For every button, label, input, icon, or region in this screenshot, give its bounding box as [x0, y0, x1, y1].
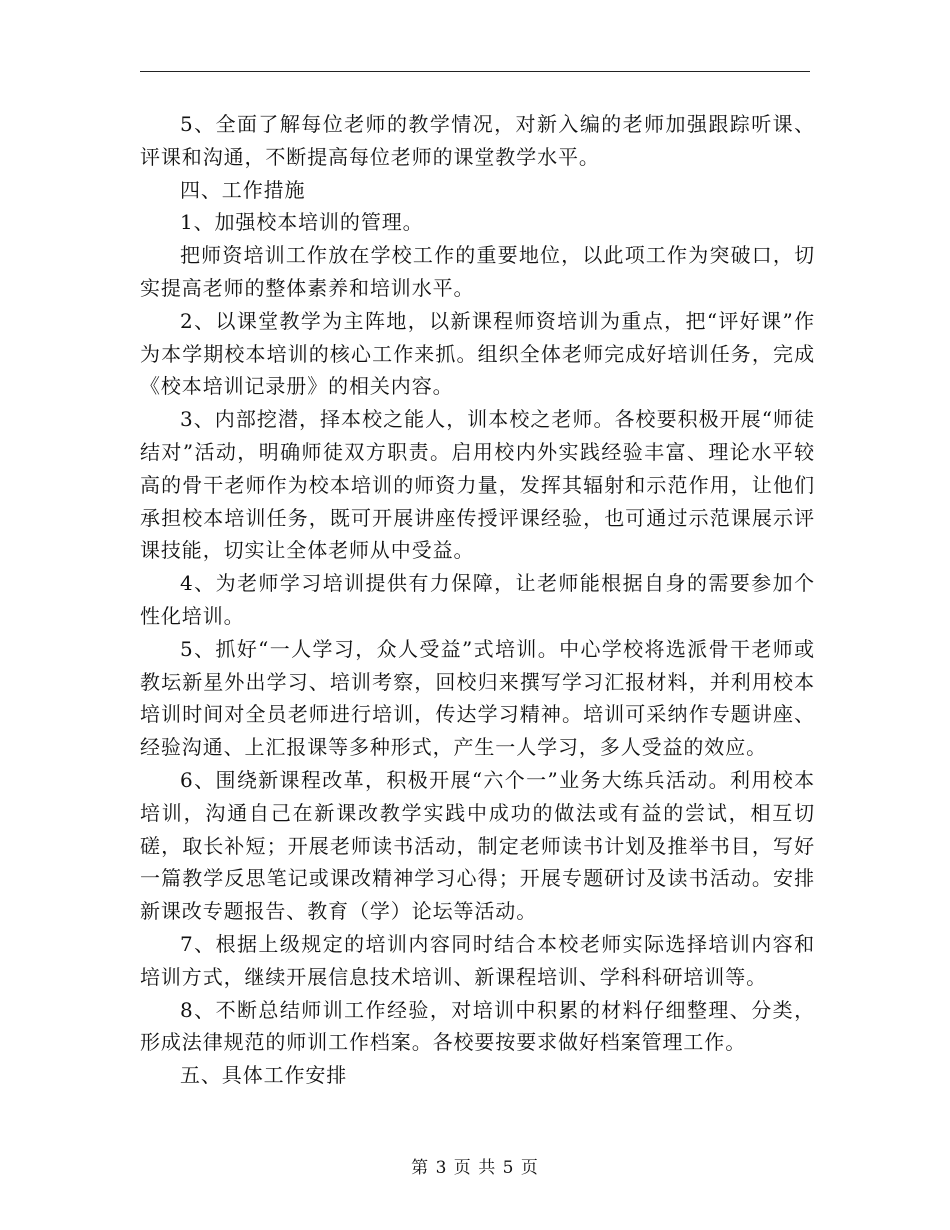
- paragraph: 2、以课堂教学为主阵地，以新课程师资培训为重点，把“评好课”作为本学期校本培训的核心工作来抓。组织全体老师完成好培训任务，完成《校本培训记录册》的相关内容。: [140, 308, 815, 399]
- paragraph: 1、加强校本培训的管理。: [180, 210, 424, 235]
- document-body: [140, 108, 815, 1092]
- section-heading: 五、具体工作安排: [180, 1063, 348, 1088]
- section-heading: 四、工作措施: [180, 177, 306, 202]
- footer-suffix: 页: [520, 1158, 539, 1178]
- paragraph: 5、抓好“一人学习，众人受益”式培训。中心学校将选派骨干老师或教坛新星外出学习、培训考察，回校归来撰写学习汇报材料，并利用校本培训时间对全员老师进行培训，传达学习精神。培训可采纳作专题讲座、经验沟通、上汇报课等多种形式，产生一人学习，多人受益的效应。: [140, 636, 815, 760]
- footer-middle: 页 共: [453, 1158, 497, 1178]
- footer-page-number: 3: [435, 1158, 448, 1178]
- footer-total-pages: 5: [502, 1158, 515, 1178]
- header-rule: [140, 71, 810, 72]
- footer-prefix: 第: [411, 1158, 430, 1178]
- paragraph: 3、内部挖潜，择本校之能人，训本校之老师。各校要积极开展“师徒结对”活动，明确师徒双方职责。启用校内外实践经验丰富、理论水平较高的骨干老师作为校本培训的师资力量，发挥其辐射和示范作用，让他们承担校本培训任务，既可开展讲座传授评课经验，也可通过示范课展示评课技能，切实让全体老师从中受益。: [140, 407, 815, 563]
- paragraph: 4、为老师学习培训提供有力保障，让老师能根据自身的需要参加个性化培训。: [140, 571, 815, 628]
- page-footer: [0, 1153, 950, 1178]
- paragraph: 6、围绕新课程改革，积极开展“六个一”业务大练兵活动。利用校本培训，沟通自己在新课改教学实践中成功的做法或有益的尝试，相互切磋，取长补短；开展老师读书活动，制定老师读书计划及推举书目，写好一篇教学反思笔记或课改精神学习心得；开展专题研讨及读书活动。安排新课改专题报告、教育（学）论坛等活动。: [140, 767, 815, 924]
- paragraph: 7、根据上级规定的培训内容同时结合本校老师实际选择培训内容和培训方式，继续开展信息技术培训、新课程培训、学科科研培训等。: [140, 931, 815, 989]
- paragraph: 把师资培训工作放在学校工作的重要地位，以此项工作为突破口，切实提高老师的整体素养和培训水平。: [140, 243, 815, 300]
- paragraph: 8、不断总结师训工作经验，对培训中积累的材料仔细整理、分类，形成法律规范的师训工作档案。各校要按要求做好档案管理工作。: [140, 997, 815, 1055]
- paragraph: 5、全面了解每位老师的教学情况，对新入编的老师加强跟踪听课、评课和沟通，不断提高每位老师的课堂教学水平。: [140, 112, 815, 169]
